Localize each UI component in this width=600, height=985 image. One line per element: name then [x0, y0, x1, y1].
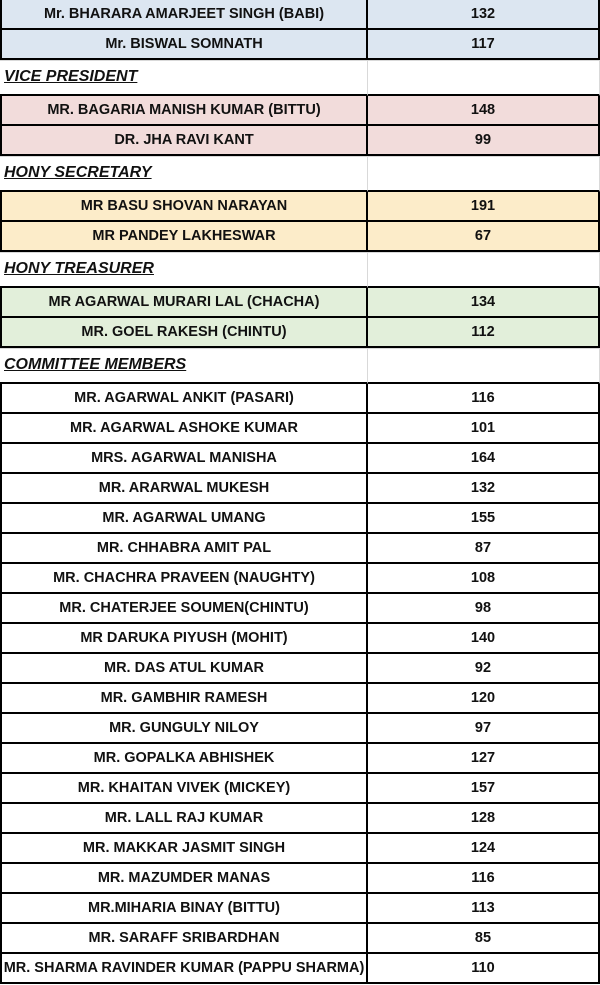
section-header-committee-members	[0, 348, 600, 384]
vote-count: 132	[368, 474, 600, 504]
table-row	[0, 714, 600, 744]
candidate-name: MR. LALL RAJ KUMAR	[0, 804, 368, 834]
section-empty-cell	[368, 156, 600, 192]
table-row	[0, 0, 600, 30]
table-row	[0, 288, 600, 318]
table-row	[0, 834, 600, 864]
table-row	[0, 126, 600, 156]
candidate-name: MR. KHAITAN VIVEK (MICKEY)	[0, 774, 368, 804]
table-row	[0, 924, 600, 954]
vote-count: 116	[368, 864, 600, 894]
vote-count: 97	[368, 714, 600, 744]
candidate-name: MR. CHHABRA AMIT PAL	[0, 534, 368, 564]
table-row	[0, 414, 600, 444]
candidate-name: MR. AGARWAL UMANG	[0, 504, 368, 534]
candidate-name: MR. GOPALKA ABHISHEK	[0, 744, 368, 774]
section-header-hony-secretary	[0, 156, 600, 192]
vote-count: 117	[368, 30, 600, 60]
table-row	[0, 744, 600, 774]
vote-count: 112	[368, 318, 600, 348]
candidate-name: MR. AGARWAL ASHOKE KUMAR	[0, 414, 368, 444]
section-title: COMMITTEE MEMBERS	[0, 348, 368, 384]
candidate-name: MR. GUNGULY NILOY	[0, 714, 368, 744]
candidate-name: DR. JHA RAVI KANT	[0, 126, 368, 156]
table-row	[0, 954, 600, 984]
candidate-name: MR AGARWAL MURARI LAL (CHACHA)	[0, 288, 368, 318]
candidate-name: MR.MIHARIA BINAY (BITTU)	[0, 894, 368, 924]
candidate-name: MR. MAZUMDER MANAS	[0, 864, 368, 894]
table-row	[0, 804, 600, 834]
vote-count: 124	[368, 834, 600, 864]
candidate-name: MR. MAKKAR JASMIT SINGH	[0, 834, 368, 864]
candidate-name: Mr. BISWAL SOMNATH	[0, 30, 368, 60]
table-row	[0, 444, 600, 474]
vote-count: 128	[368, 804, 600, 834]
vote-count: 157	[368, 774, 600, 804]
vote-count: 164	[368, 444, 600, 474]
vote-count: 110	[368, 954, 600, 984]
table-row	[0, 774, 600, 804]
candidate-name: MR. CHATERJEE SOUMEN(CHINTU)	[0, 594, 368, 624]
section-header-hony-treasurer	[0, 252, 600, 288]
candidate-name: MR. CHACHRA PRAVEEN (NAUGHTY)	[0, 564, 368, 594]
candidate-name: MR PANDEY LAKHESWAR	[0, 222, 368, 252]
vote-count: 132	[368, 0, 600, 30]
table-row	[0, 384, 600, 414]
vote-count: 140	[368, 624, 600, 654]
table-row	[0, 624, 600, 654]
table-row	[0, 504, 600, 534]
table-row	[0, 864, 600, 894]
section-empty-cell	[368, 252, 600, 288]
candidate-name: MR. GAMBHIR RAMESH	[0, 684, 368, 714]
table-row	[0, 318, 600, 348]
candidate-name: MR. SHARMA RAVINDER KUMAR (PAPPU SHARMA)	[0, 954, 368, 984]
vote-count: 67	[368, 222, 600, 252]
vote-count: 99	[368, 126, 600, 156]
vote-count: 98	[368, 594, 600, 624]
section-title: HONY SECRETARY	[0, 156, 368, 192]
vote-count: 148	[368, 96, 600, 126]
table-row	[0, 30, 600, 60]
candidate-name: MR. ARARWAL MUKESH	[0, 474, 368, 504]
candidate-name: MR. GOEL RAKESH (CHINTU)	[0, 318, 368, 348]
candidate-name: MR. SARAFF SRIBARDHAN	[0, 924, 368, 954]
section-empty-cell	[368, 60, 600, 96]
candidate-name: MRS. AGARWAL MANISHA	[0, 444, 368, 474]
section-empty-cell	[368, 348, 600, 384]
vote-count: 108	[368, 564, 600, 594]
candidate-name: MR. AGARWAL ANKIT (PASARI)	[0, 384, 368, 414]
vote-count: 101	[368, 414, 600, 444]
table-row	[0, 96, 600, 126]
candidate-name: MR. BAGARIA MANISH KUMAR (BITTU)	[0, 96, 368, 126]
table-row	[0, 684, 600, 714]
vote-count: 127	[368, 744, 600, 774]
table-row	[0, 594, 600, 624]
section-title: HONY TREASURER	[0, 252, 368, 288]
table-row	[0, 534, 600, 564]
candidate-name: MR DARUKA PIYUSH (MOHIT)	[0, 624, 368, 654]
candidate-name: Mr. BHARARA AMARJEET SINGH (BABI)	[0, 0, 368, 30]
table-row	[0, 654, 600, 684]
table-row	[0, 564, 600, 594]
vote-count: 85	[368, 924, 600, 954]
vote-count: 120	[368, 684, 600, 714]
table-row	[0, 222, 600, 252]
vote-count: 113	[368, 894, 600, 924]
vote-count: 92	[368, 654, 600, 684]
vote-count: 191	[368, 192, 600, 222]
section-header-vice-president	[0, 60, 600, 96]
table-row	[0, 474, 600, 504]
vote-count: 87	[368, 534, 600, 564]
vote-count: 155	[368, 504, 600, 534]
candidate-name: MR BASU SHOVAN NARAYAN	[0, 192, 368, 222]
candidate-name: MR. DAS ATUL KUMAR	[0, 654, 368, 684]
table-row	[0, 894, 600, 924]
section-title: VICE PRESIDENT	[0, 60, 368, 96]
vote-count: 116	[368, 384, 600, 414]
table-row	[0, 192, 600, 222]
vote-count: 134	[368, 288, 600, 318]
